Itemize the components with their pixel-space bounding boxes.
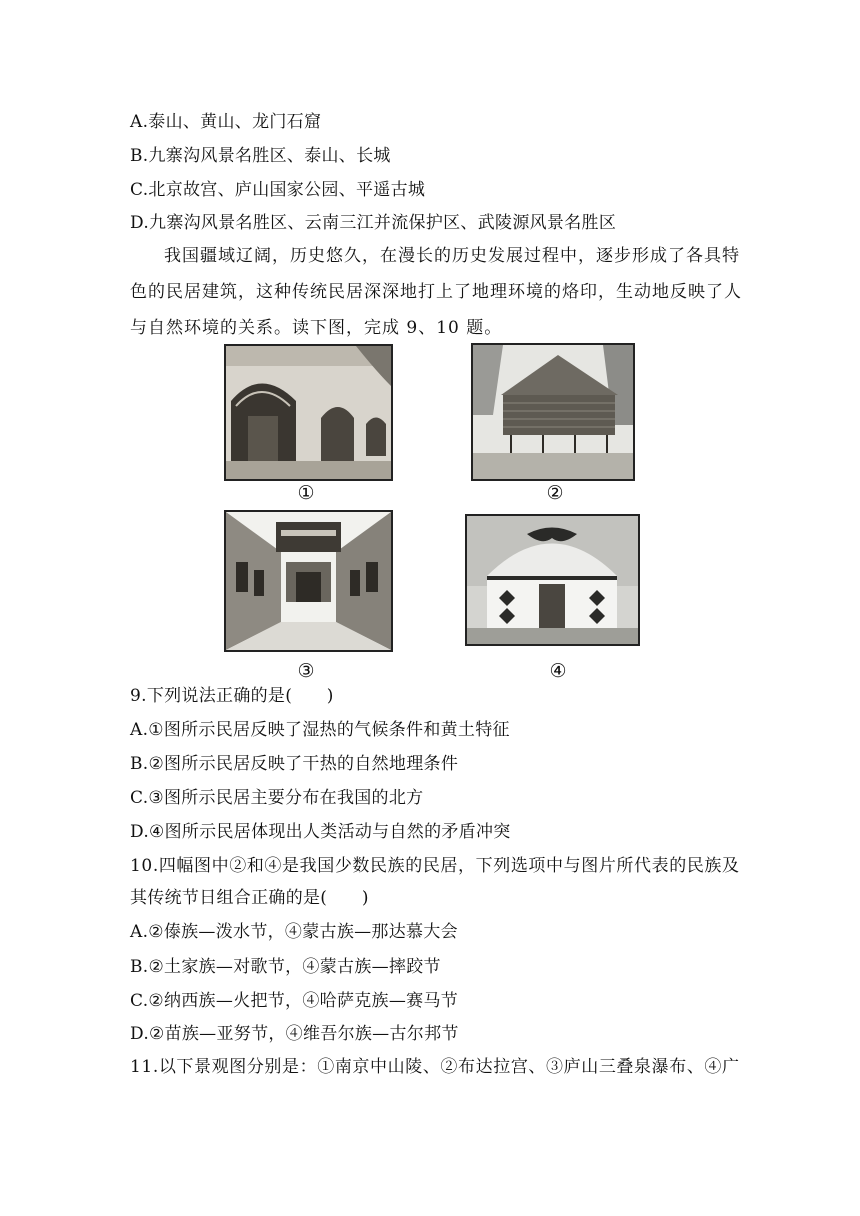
yurt-photo [465,514,640,646]
option-8b: B.九寨沟风景名胜区、泰山、长城 [130,146,391,166]
question-11-stem: 11.以下景观图分别是：①南京中山陵、②布达拉宫、③庐山三叠泉瀑布、④广 [130,1057,740,1077]
question-10-stem-line1: 10.四幅图中②和④是我国少数民族的民居，下列选项中与图片所代表的民族及 [130,856,740,876]
option-10d: D.②苗族—亚努节，④维吾尔族—古尔邦节 [130,1024,459,1044]
option-10b: B.②土家族—对歌节，④蒙古族—摔跤节 [130,957,441,977]
figure-label-3: ③ [297,660,315,682]
intro-paragraph: 我国疆域辽阔，历史悠久，在漫长的历史发展过程中，逐步形成了各具特色的民居建筑，这种传统民居深深地打上了地理环境的烙印，生动地反映了人与自然环境的关系。读下图，完成 9、10 题。 [130,246,742,338]
question-9-stem: 9.下列说法正确的是( ) [130,686,334,706]
option-10a: A.②傣族—泼水节，④蒙古族—那达慕大会 [130,922,458,942]
figure-label-4: ④ [549,660,567,682]
option-8a: A.泰山、黄山、龙门石窟 [130,112,322,132]
option-9d: D.④图所示民居体现出人类活动与自然的矛盾冲突 [130,822,511,842]
courtyard-house-photo [224,510,393,652]
stilt-house-photo [471,343,635,481]
option-8c: C.北京故宫、庐山国家公园、平遥古城 [130,180,426,200]
figure-label-2: ② [546,482,564,504]
figure-label-1: ① [297,482,315,504]
cave-dwelling-photo [224,344,393,481]
option-9a: A.①图所示民居反映了湿热的气候条件和黄土特征 [130,720,510,740]
option-9b: B.②图所示民居反映了干热的自然地理条件 [130,754,459,774]
option-8d: D.九寨沟风景名胜区、云南三江并流保护区、武陵源风景名胜区 [130,213,617,233]
option-10c: C.②纳西族—火把节，④哈萨克族—赛马节 [130,991,459,1011]
question-10-stem-line2: 其传统节日组合正确的是( ) [130,888,369,908]
option-9c: C.③图所示民居主要分布在我国的北方 [130,788,424,808]
